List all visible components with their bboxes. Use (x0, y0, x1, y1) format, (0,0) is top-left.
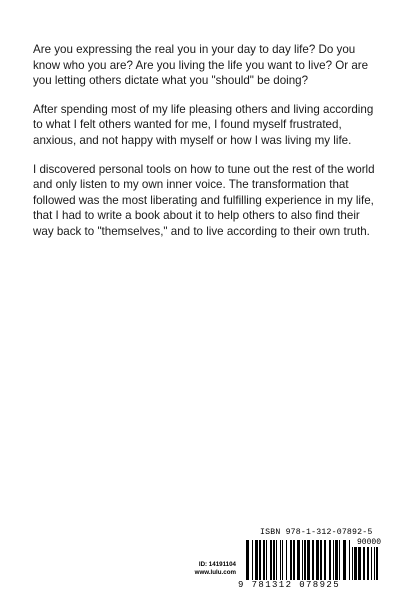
blurb-paragraph-1: Are you expressing the real you in your day to day life? Do you know who you are? Are you living the life you want to live? Or are you letting others dictate what you "should" be doing? (33, 43, 369, 88)
barcode-addon-bars-icon (352, 547, 378, 580)
barcode-bars-icon (246, 540, 350, 580)
isbn-label: ISBN 978-1-312-07892-5 (260, 528, 373, 537)
back-cover-blurb (33, 42, 378, 253)
blurb-paragraph-3: I discovered personal tools on how to tune out the rest of the world and only listen to my own inner voice. The transformation that followed was the most liberating and fulfilling experience in my life, that I had to write a book about it to help others to also find their way back to "themselves," and to live according to their own truth. (33, 162, 375, 238)
blurb-paragraph-2: After spending most of my life pleasing others and living according to what I felt others wanted for me, I found myself frustrated, anxious, and not happy with myself or how I was living my life. (33, 102, 374, 147)
barcode-digits: 9 781312 078925 (238, 580, 341, 590)
publisher-id: ID: 14191104 (198, 561, 236, 568)
publisher-info (174, 561, 236, 577)
publisher-website: www.lulu.com (194, 569, 236, 576)
isbn-barcode (238, 528, 380, 590)
price-code: 90000 (357, 538, 382, 547)
